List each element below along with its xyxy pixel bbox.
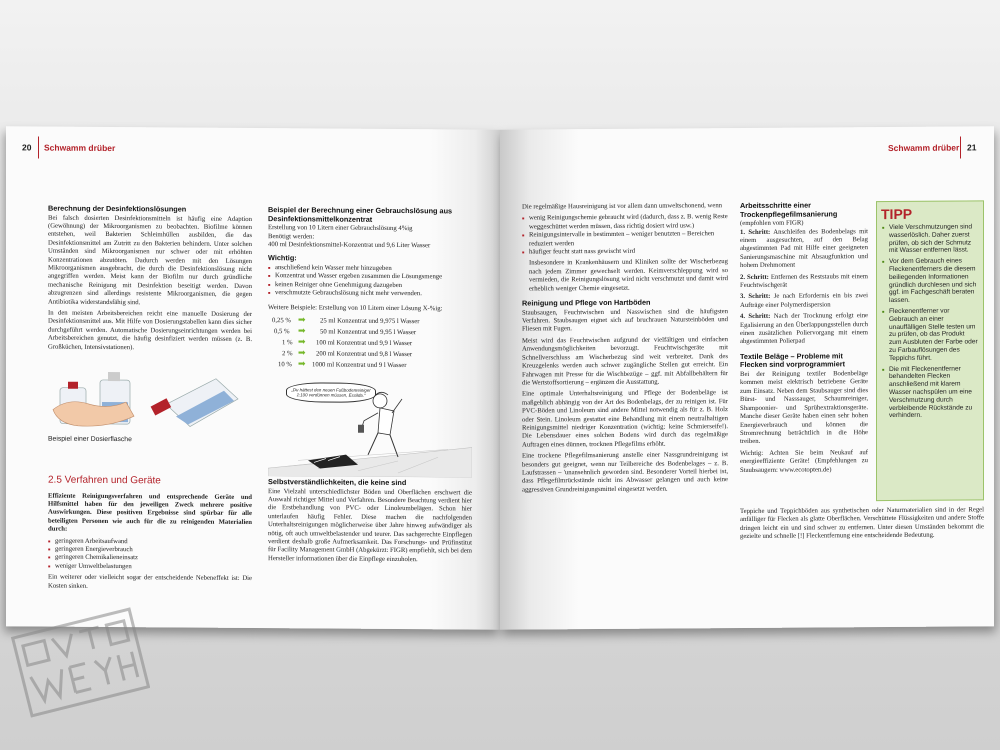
text-line: 400 ml Desinfektionsmittel-Konzentrat und 9,6 Liter Wasser (268, 241, 431, 250)
paragraph: Eine optimale Unterhaltsreinigung und Pflege der Bodenbeläge ist maßgeblich abhängig von der Art des Bodenbelags, der zu reinigen ist. Für PVC-Böden und Linoleum sind andere Mittel notwendig als für z. B. Holz oder Stein. Linoleum gestattet eine Behandlung mit einem neutralhaltigen Reinigungsmittel niedriger Konzentration (wichtig: keine Schmierseife!). Die Lebensdauer eines solchen Bodens wird durch das regelmäßige Auftragen eines dünnen, trocknen Pflegefilms erhöht. (522, 389, 728, 449)
step-text: Anschleifen des Bodenbelags mit einem ausgesuchten, auf den Belag abgestimmten Pad mit Hilfe einer geeigneten Sanierungsmaschine mit Absaugfunktion und hohem Drehmoment (740, 227, 868, 270)
paragraph: Eine trockene Pflegefilmsanierung anstelle einer Nassgrundreinigung ist besonders gut geeignet, wenn nur Teilbereiche des Bodenbelages – z. B. Laufstrassen – 'unansehnlich geworden sind. Besonderer Vorteil hierbei ist, dass Pflegefilmrückstände nicht ins Abwasser gelangen und auch keine aggressiven Grundreinigungsmittel eingesetzt werden. (522, 451, 728, 494)
step-text: Entfernen des Reststaubs mit einem Feuchtwischgerät (740, 272, 868, 290)
heading-work-steps: Arbeitsschritte einer Trockenpflegefilmsanierung (740, 200, 838, 219)
header-rule-right (960, 137, 961, 159)
table-cell-percent: 2 % (282, 350, 293, 358)
paragraph: Bei der Reinigung textiler Bodenbeläge kommen meist elektrisch betriebene Geräte zum Einsatz. Neben dem Staubsauger sind dies Bürst- und Nasssauger, Schaumreiniger, Shampoonier- und Sprühextraktionsgeräte. Manche dieser Geräte haben einen sehr hohen Energieverbrauch und können die Stromrechnung beträchtlich in die Höhe treiben. (740, 370, 868, 446)
table-cell-amount: 100 ml Konzentrat und 9,9 l Wasser (316, 339, 413, 348)
tipp-list (877, 221, 983, 420)
table-heading: Weitere Beispiele: Erstellung von 10 Litern einer Lösung X-%ig: (268, 303, 443, 312)
list-item: ■ Fleckenentferner vor Gebrauch an einer unauffälligen Stelle testen um zu prüfen, ob das Produkt zum Ausbluten der Farbe oder zu Farbauflösungen des Teppichs führt. (882, 307, 978, 362)
step-text: Je nach Erfordernis ein bis zwei Aufträge einer Polymerdispersion (740, 292, 869, 309)
table-cell-amount: 50 ml Konzentrat und 9,95 l Wasser (320, 328, 417, 337)
open-brochure (0, 128, 1000, 638)
heading-self-evident: Selbstverständlichkeiten, die keine sind (268, 477, 407, 488)
paragraph: Die regelmäßige Hausreinigung ist vor allem dann umweltschonend, wenn (522, 202, 723, 211)
text-line: Benötigt werden: (268, 232, 315, 241)
left-column-2 (268, 206, 472, 568)
list-item: ■ keinen Reiniger ohne Genehmigung dazugeben (268, 281, 472, 291)
list-item: ■ Vor dem Gebrauch eines Fleckenentferners die diesem beiliegenden Informationen gründlich durchlesen und sich ggf. im Fachgeschäft beraten lassen. (882, 258, 978, 305)
running-title-right: Schwamm drüber (888, 142, 960, 154)
step-label: 2. Schritt: (740, 273, 769, 281)
paragraph: Eine Vielzahl unterschiedlichster Böden und Oberflächen erschwert die Auswahl richtiger Mittel und Verfahren. Besondere Beachtung verdient hier die Erstbehandlung von PVC- oder Linoleumbelägen. Schon hier unterlaufen häufig Fehler. Diese machen die nachfolgenden Unterhaltsreinigungen möglicherweise über Jahre hinweg aufwändiger als nötig, oft auch umweltbelastender und teurer. Das sachgerechte Einpflegen verdient deshalb große Aufmerksamkeit. Das Forschungs- und Prüfinstitut für Facility Management GmbH (Abgekürzt: FIGR) empfiehlt, sich bei dem Hersteller informationen über die Einpflege einzuholen. (268, 487, 472, 564)
subheading: (empfohlen vom FIGR) (740, 219, 804, 228)
paragraph: Bei falsch dosierten Desinfektionsmitteln ist häufig eine Adaption (Gewöhnung) der Mikroorganismen zu beobachten. Biofilme können entstehen, weil Bakterien Schleimhüllen ausbilden, die das Desinfektionsmittel am Zutritt zu den Bakterien behindern. Unter solchen Umständen sind Mikroorganismen nur schwer oder mit erhöhten Konzentrationen abzutöten. Dadurch werden mit den Lösungen Mikroorganismen ausgebracht, die durch die Desinfektionslösung nicht angegriffen werden. Meist kann der Biofilm nur durch gründliche mechanische Reinigung mit Desinfektion beseitigt werden. Davon abzugrenzen sind allerdings resistente Mikroorganismen, die gegen Antibiotika widerstandsfähig sind. (48, 214, 252, 306)
heading-calculation-example: Beispiel der Berechnung einer Gebrauchslösung aus Desinfektionsmittelkonzentrat (268, 205, 453, 224)
page-number-right: 21 (967, 142, 977, 153)
step-2 (740, 273, 868, 291)
image-caption: Beispiel einer Dosierflasche (48, 435, 132, 444)
green-arrow-icon: ➡ (298, 359, 306, 370)
paragraph: Ein weiterer oder vielleicht sogar der entscheidende Nebeneffekt ist: Die Kosten sinken. (48, 573, 252, 590)
list-item: ■ Konzentrat und Wasser ergeben zusammen die Lösungsmenge (268, 273, 472, 283)
step-label: 3. Schritt: (740, 293, 771, 301)
green-arrow-icon: ➡ (298, 337, 306, 348)
list-item: ■ wenig Reinigungschemie gebraucht wird (dadurch, dass z. B. wenig Reste weggeschüttet werden müssen, dass richtig dosiert wird usw.) (522, 214, 728, 232)
green-arrow-icon: ➡ (298, 326, 306, 337)
running-title-left: Schwamm drüber (44, 142, 116, 154)
list-item: ■ häufiger feucht statt nass gewischt wird (522, 247, 728, 257)
stamp-watermark-icon (0, 594, 150, 744)
table-cell-percent: 1 % (282, 339, 293, 347)
cartoon-illustration (268, 376, 472, 477)
table-cell-percent: 0,5 % (274, 328, 290, 336)
heading-important: Wichtig: (268, 253, 297, 263)
right-page (500, 126, 994, 629)
table-row (268, 359, 472, 371)
paragraph: Staubsaugen, Feuchtwischen und Nasswischen sind die häufigsten Verfahren. Staubsaugen eignet sich auf bruchrauen Natursteinböden und Fliesen mit Fugen. (522, 307, 728, 334)
dosing-bottle-illustration (48, 358, 252, 431)
list-item: ■ Die mit Fleckenentferner behandelten Flecken anschließend mit klarem Wasser nachspülen um eine Verschmutzung durch verbleibende Rückstände zu verhindern. (882, 365, 978, 420)
tipp-title: TIPP (881, 205, 913, 223)
benefits-list (48, 537, 252, 572)
environment-list (522, 214, 728, 257)
list-item: ■ verschmutzte Gebrauchslösung nicht mehr verwenden. (268, 289, 472, 299)
paragraph: Teppiche und Teppichböden aus synthetischen oder Naturmaterialien sind in der Regel anfälliger für Flecken als glatte Oberflächen. Verschüttete Flüssigkeiten und andere Stoffe dringen leicht ein und sind schwer zu entfernen. Unter diesen Umständen bekommt die gezielte und schnelle [!] Fleckentfernung eine entscheidende Bedeutung. (740, 506, 984, 541)
heading-disinfection-calc: Berechnung der Desinfektionslösungen (48, 203, 187, 214)
heading-hard-floors: Reinigung und Pflege von Hartböden (522, 297, 651, 308)
list-item: ■ geringeren Chemikalieneinsatz (48, 554, 252, 564)
speech-bubble: „Du hättest den neuen Fußbodenreiniger 1:100 verdünnen müssen, Essilda.“ (286, 382, 376, 403)
right-column-1 (522, 202, 728, 498)
important-list (268, 264, 472, 299)
list-item: ■ geringeren Arbeitsaufwand (48, 537, 252, 547)
right-column-2-continued (740, 506, 984, 544)
cartoon-figure-icon (268, 376, 472, 477)
list-item: ■ geringeren Energieverbrauch (48, 546, 252, 556)
right-column-2 (740, 201, 868, 478)
heading-textile-floors: Textile Beläge – Probleme mit Flecken sind vorprogrammiert (740, 351, 846, 370)
text-line: Erstellung von 10 Litern einer Gebrauchslösung 4%ig (268, 224, 413, 233)
step-text: Nach der Trocknung erfolgt eine Egalisierung an den Überlappungsstellen durch einen zusätzlichen Poliervorgang mit einem abgestimmten Polierpad (740, 312, 868, 346)
table-cell-amount: 25 ml Konzentrat und 9,975 l Wasser (320, 317, 420, 326)
green-arrow-icon: ➡ (298, 315, 306, 326)
step-1 (740, 228, 868, 271)
paragraph: Insbesondere in Krankenhäusern und Kliniken sollte der Wischerbezug nach jedem Zimmer gewechselt werden. Keimverschleppung wird so vermieden, die Reinigungslösung wird nicht verschmutzt und damit wird erheblich weniger Chemie eingesetzt. (529, 258, 728, 293)
table-cell-amount: 1000 ml Konzentrat und 9 l Wasser (312, 361, 407, 370)
table-cell-percent: 10 % (278, 361, 292, 369)
paragraph: Meist wird das Feuchtwischen aufgrund der vielfältigen und einfachen Anwendungsmöglichkeiten bevorzugt. Feuchtwischgeräte mit Schnellverschluss am Wischerbezug sind weit verbreitet. Dank des Kreuzgelenks werden auch schwer zugängliche Stellen gut erreicht. Ein Fahrwagen mit Presse für die Wischbezüge – ggf. mit Abfallbehältern für die Wertstoffsortierung – ergänzen die Ausstattung. (522, 336, 728, 387)
tipp-box (876, 200, 984, 501)
green-arrow-icon: ➡ (298, 348, 306, 359)
intro-bold: Effiziente Reinigungsverfahren und entsprechende Geräte und Hilfsmittel haben für den jeweiligen Zweck mehrere positive Auswirkungen. Diese positiven Ergebnisse sind spürbar für alle beteiligten Personen wie auch für die zu reinigenden Materialien durch: (48, 492, 252, 533)
left-page (6, 126, 500, 629)
left-column-1 (48, 205, 252, 595)
list-item: ■ Reinigungsintervalle in bestimmten – weniger benutzten – Bereichen reduziert werden (522, 230, 728, 248)
dilution-table (268, 315, 472, 371)
paragraph: Wichtig: Achten Sie beim Neukauf auf energieeffiziente Geräte! (Empfehlungen zu Staubsaugern: www.ecotopten.de) (740, 448, 868, 474)
step-label: 1. Schritt: (740, 228, 771, 236)
table-cell-amount: 200 ml Konzentrat und 9,8 l Wasser (316, 350, 413, 359)
list-item: ■ anschließend kein Wasser mehr hinzugeben (268, 264, 472, 274)
header-rule-left (38, 136, 39, 158)
page-number-left: 20 (22, 142, 32, 153)
list-item: ■ Viele Verschmutzungen sind wasserlöslich. Daher zuerst prüfen, ob sich der Schmutz mit Wasser entfernen lässt. (882, 223, 978, 255)
step-4 (740, 312, 868, 347)
step-label: 4. Schritt: (740, 313, 771, 321)
paragraph: In den meisten Arbeitsbereichen reicht eine manuelle Dosierung der Desinfektionsmittel aus. Mit Hilfe von Dosierungstabellen kann dies sicher durchgeführt werden. Automatische Dosierungseinrichtungen werden bei Arbeitsbereichen genutzt, die häufig desinfiziert werden müssen (z. B. Großküchen, Intensivstationen). (48, 309, 252, 351)
list-item: ■ weniger Umweltbelastungen (48, 562, 252, 572)
section-heading-2-5: 2.5 Verfahren und Geräte (48, 474, 161, 486)
step-3 (740, 293, 868, 311)
table-cell-percent: 0,25 % (272, 317, 291, 325)
